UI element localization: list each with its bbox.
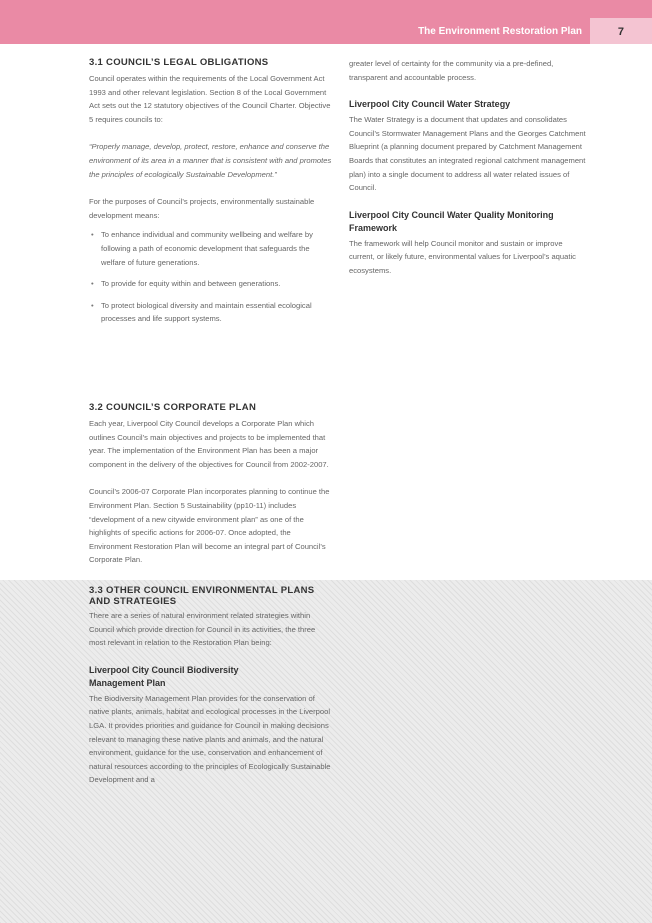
subheading (349, 209, 587, 235)
quote: “Properly manage, develop, protect, restore, enhance and conserve the environment of its area in a manner that is consistent with and promotes the principles of ecologically Sustainable Development.” (89, 142, 332, 179)
section-heading-line: AND STRATEGIES (89, 595, 177, 607)
paragraph: The Water Strategy is a document that updates and consolidates Council’s Stormwater Management Plans and the Georges Catchment Blueprint (a planning document prepared by Catchment Management Boards that constitutes an integrated regional catchment management plan) into a single document to address all water related issues of Council. (349, 115, 586, 193)
subheading-line: Management Plan (89, 677, 166, 688)
subheading (89, 664, 333, 690)
paragraph: Council’s 2006-07 Corporate Plan incorporates planning to continue the Environment Plan. Section 5 Sustainability (pp10-11) includes “development of a new citywide environment plan” as one of the highlights of specific actions for 2006-07. Once adopted, the Environment Restoration Plan will become an integral part of Council’s Corporate Plan. (89, 487, 330, 565)
right-column (349, 57, 587, 292)
list-item: • To enhance individual and community wellbeing and welfare by following a path of economic development that safeguards the welfare of future generations. (101, 228, 333, 269)
section-heading-line: 3.3 OTHER COUNCIL ENVIRONMENTAL PLANS (89, 584, 315, 596)
header-band (0, 0, 652, 44)
paragraph: Each year, Liverpool City Council develops a Corporate Plan which outlines Council’s main objectives and projects to be implemented that year. The implementation of the Environment Plan has been a major component in the delivery of the objectives for Council from 2002-2007. (89, 419, 329, 469)
header-title: The Environment Restoration Plan (418, 26, 582, 37)
subheading-line: Liverpool City Council Biodiversity (89, 664, 239, 675)
section-heading: 3.1 COUNCIL’S LEGAL OBLIGATIONS (89, 57, 269, 68)
paragraph: The Biodiversity Management Plan provides for the conservation of native plants, animals, habitat and ecological processes in the Liverpool LGA. It provides priorities and guidance for Council in making decisions relevant to managing these native plants and animals, and the natural environment, guidance for the use, conservation and enhancement of natural resources according to the principles of Ecologically Sustainable Development and a (89, 693, 331, 785)
bullet-list (89, 228, 333, 326)
paragraph: The framework will help Council monitor and sustain or improve current, or likely future, environmental values for Liverpool’s aquatic ecosystems. (349, 238, 576, 275)
list-item: • To protect biological diversity and maintain essential ecological processes and life support systems. (101, 299, 333, 326)
section-heading (89, 585, 333, 607)
subheading: Liverpool City Council Water Strategy (349, 99, 511, 110)
section-intro: Council operates within the requirements of the Local Government Act 1993 and other relevant legislation. Section 8 of the Local Government Act sets out the 12 statutory objectives of the Council Charter. Objective 5 requires councils to: (89, 74, 331, 124)
subheading-line: Framework (349, 222, 398, 233)
paragraph: There are a series of natural environment related strategies within Council which provide direction for Council in its activities, the three most relevant in relation to the Restoration Plan being: (89, 610, 316, 648)
definition-intro: For the purposes of Council’s projects, environmentally sustainable development means: (89, 197, 315, 220)
paragraph: greater level of certainty for the community via a pre-defined, transparent and accountable process. (349, 59, 554, 82)
section-heading: 3.2 COUNCIL’S CORPORATE PLAN (89, 402, 257, 413)
section-3-2-and-3-3 (89, 402, 333, 801)
page-number: 7 (617, 26, 624, 38)
subheading-line: Liverpool City Council Water Quality Monitoring (349, 209, 554, 220)
section-3-1 (89, 57, 333, 338)
list-item: • To provide for equity within and between generations. (101, 277, 333, 291)
